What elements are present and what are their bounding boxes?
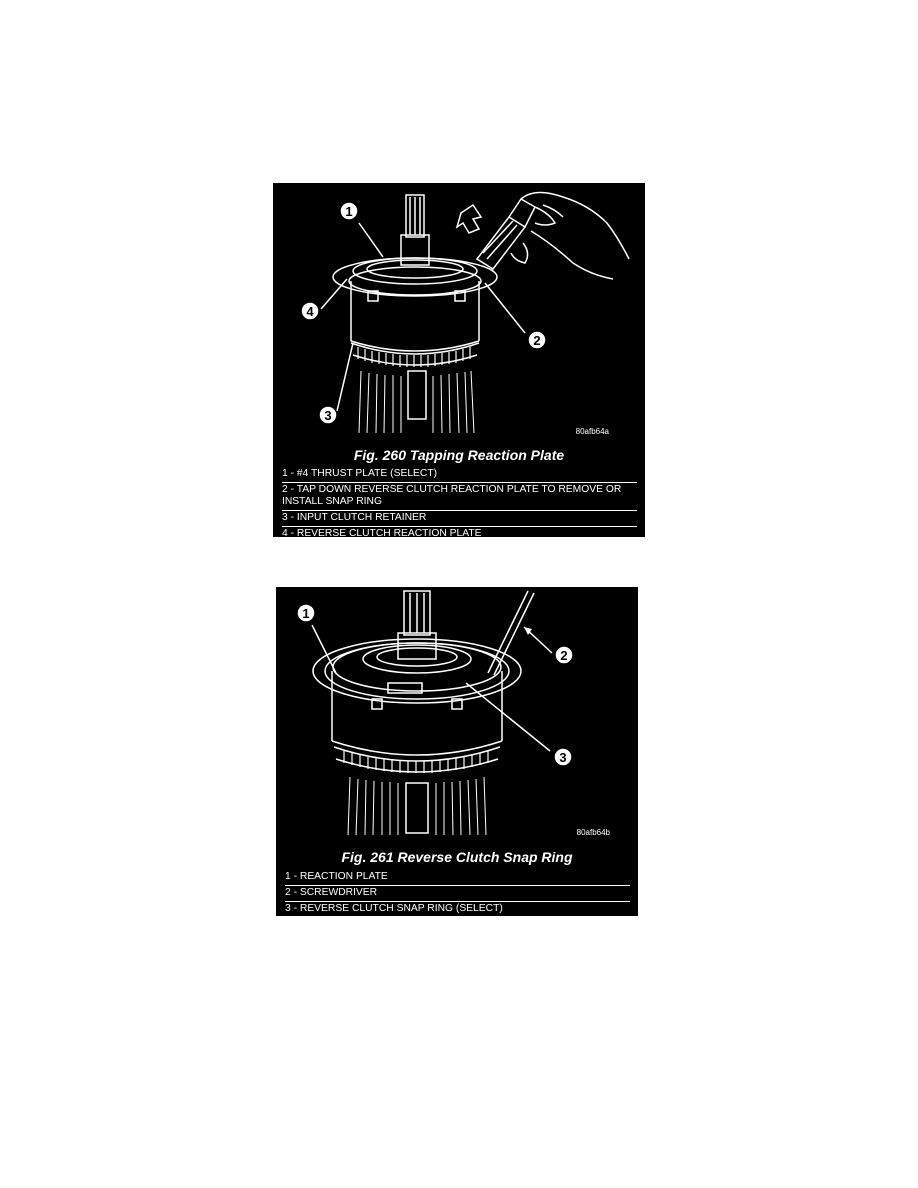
- figure-legend: [285, 870, 630, 916]
- svg-text:3: 3: [324, 408, 332, 423]
- callout-4: [301, 302, 319, 320]
- svg-text:2: 2: [560, 648, 568, 663]
- reverse-clutch-snap-ring-illustration: [276, 587, 638, 837]
- legend-item: 2 - TAP DOWN REVERSE CLUTCH REACTION PLATE TO REMOVE OR INSTALL SNAP RING: [282, 482, 637, 510]
- legend-item: 3 - REVERSE CLUTCH SNAP RING (SELECT): [285, 901, 630, 916]
- svg-text:2: 2: [533, 333, 541, 348]
- svg-text:3: 3: [559, 750, 567, 765]
- figure-260: [273, 183, 645, 537]
- image-code: 80afb64b: [576, 828, 610, 837]
- callout-3: [554, 748, 572, 766]
- callout-1: [340, 202, 358, 220]
- callout-1: [297, 604, 315, 622]
- figure-legend: [282, 467, 637, 537]
- legend-item: 4 - REVERSE CLUTCH REACTION PLATE: [282, 526, 637, 537]
- tapping-reaction-plate-illustration: [273, 183, 645, 443]
- legend-item: 3 - INPUT CLUTCH RETAINER: [282, 510, 637, 526]
- svg-text:1: 1: [302, 606, 310, 621]
- figure-caption: Fig. 260 Tapping Reaction Plate: [353, 447, 565, 463]
- image-code: 80afb64a: [575, 427, 609, 436]
- figure-caption: Fig. 261 Reverse Clutch Snap Ring: [341, 849, 573, 865]
- figure-261: [276, 587, 638, 916]
- callout-2: [528, 331, 546, 349]
- svg-text:1: 1: [345, 204, 353, 219]
- callout-2: [555, 646, 573, 664]
- legend-item: 1 - REACTION PLATE: [285, 871, 388, 882]
- legend-item: 1 - #4 THRUST PLATE (SELECT): [282, 468, 438, 479]
- svg-text:4: 4: [306, 304, 314, 319]
- legend-item: 2 - SCREWDRIVER: [285, 885, 630, 901]
- callout-3: [319, 406, 337, 424]
